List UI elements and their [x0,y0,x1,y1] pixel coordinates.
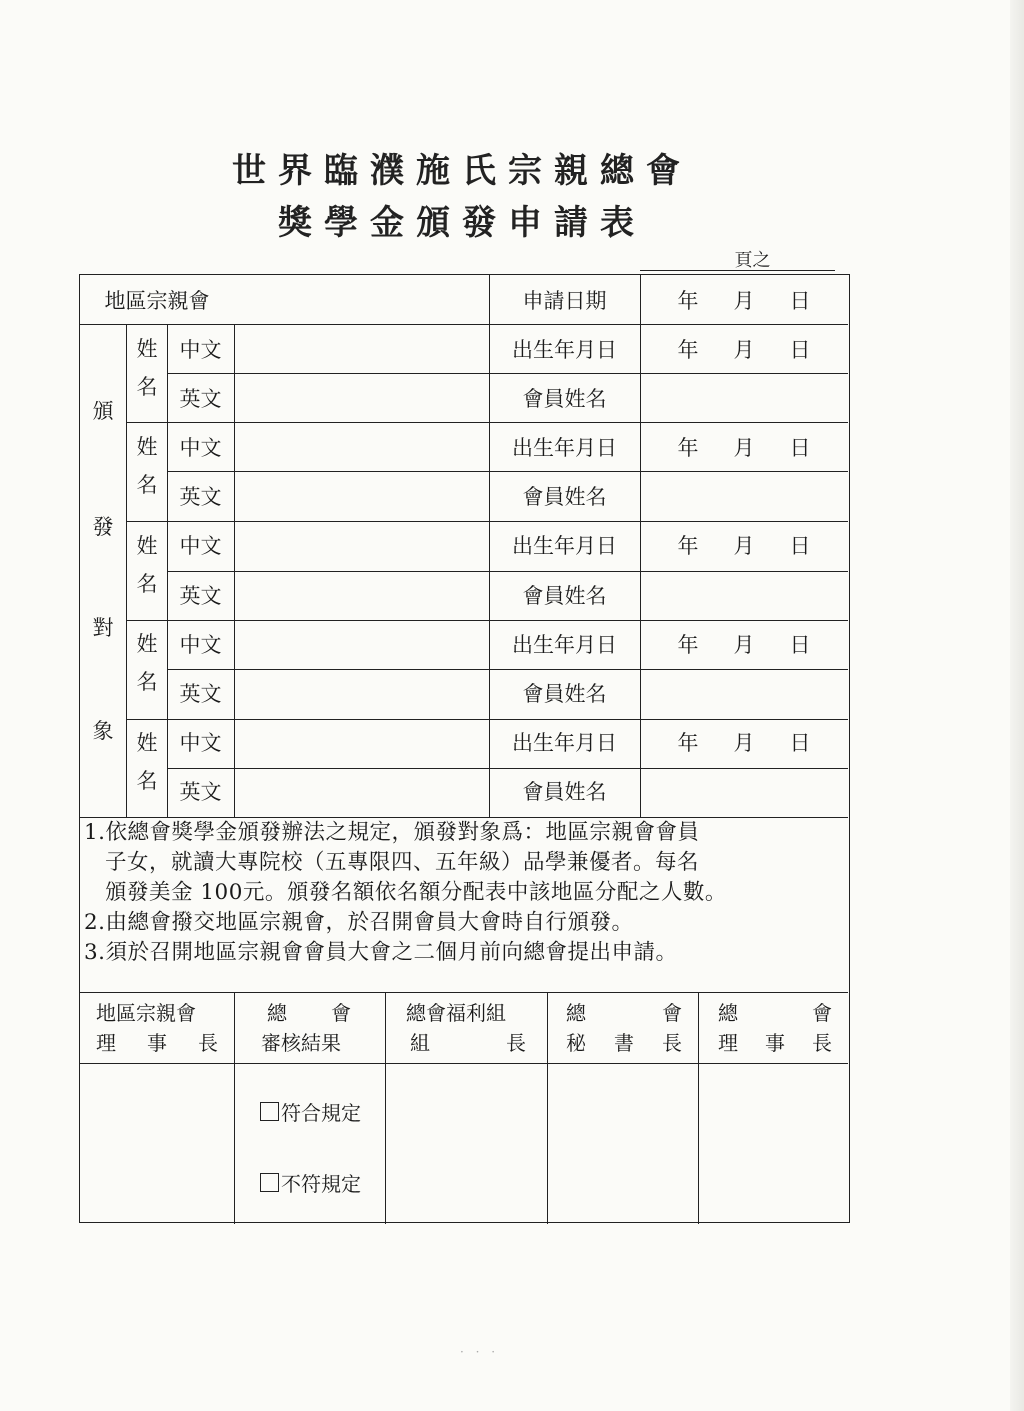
recipient-5-birth-input[interactable] [640,718,848,767]
signature-welfare-head[interactable] [385,1063,547,1224]
recipient-1-chinese-name-input[interactable] [234,324,489,373]
recipient-1-birth-label: 出生年月日 [512,337,617,362]
recipient-1-birth-input[interactable] [640,324,848,373]
recipient-4-birth-input[interactable] [640,619,848,668]
option-fail[interactable] [260,1168,361,1197]
option-fail-label: 不符規定 [281,1172,361,1196]
recipient-1-english-name-input[interactable] [234,373,489,422]
signature-chairman[interactable] [698,1063,848,1224]
recipient-2-name-label: 姓 名 [136,435,158,498]
month-label: 月 [733,288,755,313]
recipient-1-member-name-input[interactable] [640,373,848,422]
recipient-3-chinese-label: 中文 [179,534,222,559]
region-label: 地區宗親會 [104,288,210,313]
recipient-2-member-name-label: 會員姓名 [522,485,607,510]
recipient-5-english-label: 英文 [179,780,222,805]
recipient-1-member-name-label: 會員姓名 [522,386,607,411]
application-form [79,274,850,1223]
recipient-1-name-label: 姓 名 [136,337,158,399]
form-subtitle: 獎學金頒發申請表 [278,203,646,243]
notes [84,818,846,968]
apply-date-input[interactable] [640,275,848,324]
year-label: 年 [677,288,699,313]
note-line-3: 頒發美金 100元。頒發名額依名額分配表中該地區分配之人數。 [105,880,727,905]
recipient-2-birth-label: 出生年月日 [512,435,617,460]
day-label: 日 [789,731,811,756]
recipient-5-member-name-input[interactable] [640,767,848,816]
month-label: 月 [733,632,755,657]
recipient-2-birth-input[interactable] [640,422,848,471]
recipient-group-label-1: 頒 [92,399,114,423]
signature-region-chair[interactable] [80,1063,234,1224]
recipient-5-birth-label: 出生年月日 [512,731,617,756]
recipient-1-english-label: 英文 [179,386,222,411]
recipient-4-member-name-label: 會員姓名 [522,681,607,706]
recipient-5-english-name-input[interactable] [234,767,489,816]
recipient-5-name-label: 姓 名 [136,730,158,793]
year-label: 年 [677,731,699,756]
day-label: 日 [789,288,811,313]
approval-col-review-result: 總 會 審核結果 [261,1001,351,1055]
approval-col-chairman: 總 會 理 事 長 [718,1001,832,1055]
approval-col-region-chair: 地區宗親會 理 事 長 [96,1001,218,1055]
recipient-group-label-4: 象 [92,719,114,743]
note-line-5: 3.須於召開地區宗親會會員大會之二個月前向總會提出申請。 [84,940,678,965]
year-label: 年 [677,435,699,460]
day-label: 日 [789,435,811,460]
recipient-3-member-name-label: 會員姓名 [522,583,607,608]
recipient-3-chinese-name-input[interactable] [234,521,489,570]
recipient-5-chinese-name-input[interactable] [234,718,489,767]
recipient-3-english-label: 英文 [179,583,222,608]
recipient-3-member-name-input[interactable] [640,570,848,619]
day-label: 日 [789,534,811,559]
option-pass-label: 符合規定 [281,1101,361,1125]
recipient-group-label-2: 發 [92,515,114,539]
recipient-4-english-label: 英文 [179,681,222,706]
recipient-5-chinese-label: 中文 [179,731,222,756]
checkbox-pass[interactable] [260,1102,279,1121]
month-label: 月 [733,337,755,362]
recipient-2-chinese-label: 中文 [179,435,222,460]
recipient-group-label-3: 對 [92,616,114,640]
recipient-4-chinese-label: 中文 [179,632,222,657]
recipient-3-english-name-input[interactable] [234,570,489,619]
region-input[interactable] [234,275,489,324]
recipient-5-member-name-label: 會員姓名 [522,780,607,805]
year-label: 年 [677,534,699,559]
recipient-4-english-name-input[interactable] [234,668,489,717]
day-label: 日 [789,337,811,362]
scan-edge [1010,0,1024,1411]
month-label: 月 [733,731,755,756]
recipient-3-birth-label: 出生年月日 [512,534,617,559]
recipient-2-member-name-input[interactable] [640,472,848,521]
month-label: 月 [733,435,755,460]
recipient-4-birth-label: 出生年月日 [512,632,617,657]
signature-secretary-general[interactable] [547,1063,698,1224]
scan-artifact: · · · [460,1345,500,1359]
approval-col-secretary-general: 總 會 秘 書 長 [566,1001,682,1055]
recipient-2-chinese-name-input[interactable] [234,422,489,471]
recipient-2-english-name-input[interactable] [234,472,489,521]
form-title: 世界臨濮施氏宗親總會 [232,151,692,191]
note-line-1: 1.依總會獎學金頒發辦法之規定，頒發對象爲：地區宗親會會員 [84,820,700,845]
recipient-3-birth-input[interactable] [640,521,848,570]
page-number-field[interactable] [640,246,835,271]
recipient-4-chinese-name-input[interactable] [234,619,489,668]
checkbox-fail[interactable] [260,1173,279,1192]
month-label: 月 [733,534,755,559]
year-label: 年 [677,337,699,362]
recipient-1-chinese-label: 中文 [179,337,222,362]
page-of-label: 頁之 [734,250,771,271]
recipient-3-name-label: 姓 名 [136,533,158,596]
year-label: 年 [677,632,699,657]
apply-date-label: 申請日期 [522,288,607,313]
note-line-4: 2.由總會撥交地區宗親會，於召開會員大會時自行頒發。 [84,910,634,935]
recipient-4-member-name-input[interactable] [640,668,848,717]
note-line-2: 子女，就讀大專院校（五專限四、五年級）品學兼優者。每名 [105,850,700,875]
recipient-2-english-label: 英文 [179,485,222,510]
approval-col-welfare-head: 總會福利組 組 長 [406,1001,526,1055]
day-label: 日 [789,632,811,657]
option-pass[interactable] [260,1097,361,1126]
recipient-4-name-label: 姓 名 [136,632,158,695]
